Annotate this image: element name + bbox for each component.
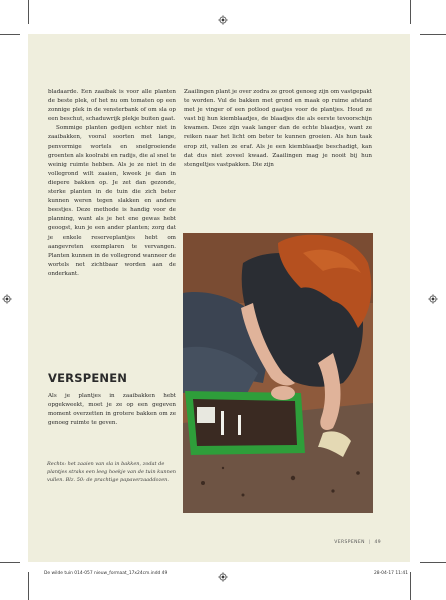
print-footer-file: De wilde tuin 014-057 nieuw_formaat_17x24cm.indd 49 — [44, 571, 168, 576]
crop-mark — [410, 572, 411, 600]
body-paragraph: bladaarde. Een zaaibak is voor alle planten de beste plek, of het nu om tomaten op een zonnige plek in de vensterbank of om sla op een beschut, schaduwrijk plekje buiten gaat. — [48, 89, 176, 123]
registration-mark-icon — [428, 294, 438, 304]
crop-mark — [0, 562, 20, 563]
body-paragraph: Sommige planten gedijen echter niet in zaaibakken, vooral soorten met lange, penvormige wortels en snelgroeiende groenten als koolrabi en radijs, die al snel te weinig ruimte hebben. Als je ze niet in de vollegrond wilt zaaien, kweek je dan in diepere bakken op. Je zet dan gezonde, sterke planten in de tuin die zich beter kunnen weren tegen slakken en andere beestjes. Deze methode is handig voor de planning, want als je het ene gewas hebt geoogst, kun je een ander planten; zorg dat je enkele reserveplantjes hebt om aangevreten exemplaren te vervangen. Planten kunnen in de vollegrond wanneer de wortels net zichtbaar worden aan de onderkant. — [48, 125, 176, 277]
crop-mark — [28, 0, 29, 24]
photo-caption: Rechts: het zaaien van sla in bakken, zodat de plantjes straks een leeg hoekje van de tuin kunnen vullen. Blz. 50: de prachtige papaverzaaddozen. — [47, 461, 177, 484]
crop-mark — [420, 34, 446, 35]
photo-sowing-lettuce — [183, 233, 373, 513]
registration-mark-icon — [218, 572, 228, 582]
crop-mark — [0, 34, 20, 35]
left-text-column — [48, 88, 176, 279]
body-paragraph: Zaailingen plant je over zodra ze groot genoeg zijn om vastgepakt te worden. Vul de bakken met grond en maak op ruime afstand met je vinger of een potlood gaatjes voor de plantjes. Houd ze vast bij hun kiemblaadjes, de blaadjes die als eerste tevoorschijn kwamen. Deze zijn vaak langer dan de echte blaadjes, want ze reiken naar het licht om beter te kunnen groeien. Als hun taak erop zit, vallen ze eraf. Als je een kiemblaadje beschadigt, kan dat dus niet zoveel kwaad. Zaailingen mag je nooit bij hun stengeltjes vastpakken. Die zijn — [184, 89, 372, 168]
photo-illustration — [183, 233, 373, 513]
section-body — [48, 392, 176, 428]
section-heading: VERSPENEN — [48, 371, 128, 385]
print-footer-timestamp: 28-04-17 11:41 — [374, 571, 408, 576]
registration-mark-icon — [218, 15, 228, 25]
page-folio: VERSPENEN | 49 — [334, 540, 381, 545]
page-number: 49 — [374, 540, 381, 545]
crop-mark — [28, 572, 29, 600]
crop-mark — [410, 0, 411, 24]
right-text-column — [184, 88, 372, 170]
folio-section-label: VERSPENEN — [334, 540, 365, 545]
body-paragraph: Als je plantjes in zaaibakken hebt opgekweekt, moet je ze op een gegeven moment overzetten in grotere bakken om ze genoeg ruimte te geven. — [48, 393, 176, 427]
crop-mark — [420, 562, 446, 563]
registration-mark-icon — [2, 294, 12, 304]
